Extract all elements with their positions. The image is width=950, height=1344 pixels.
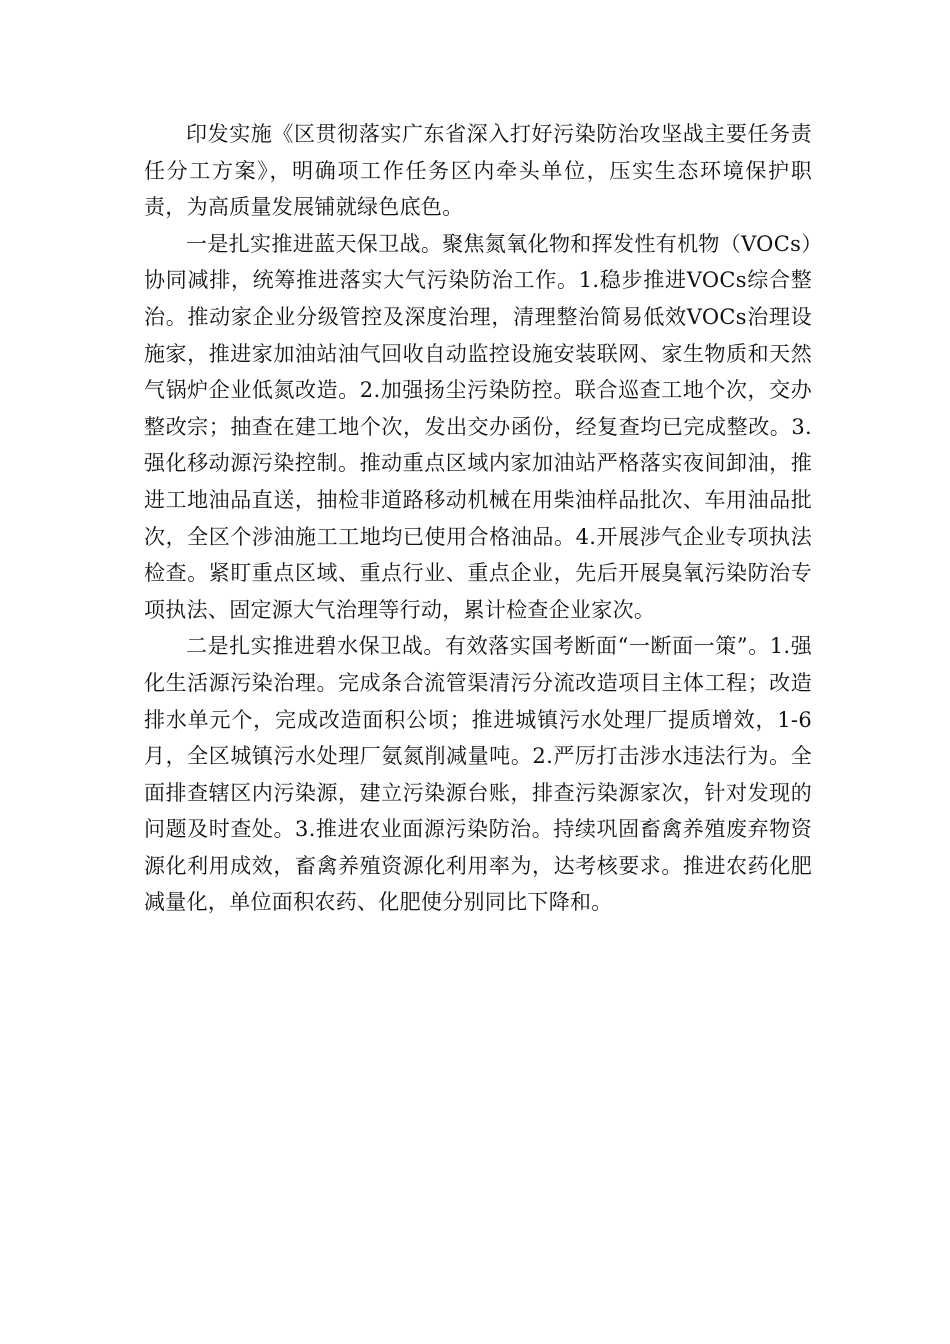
paragraph-clear-water: 二是扎实推进碧水保卫战。有效落实国考断面“一断面一策”。1.强化生活源污染治理。完成条合流管渠清污分流改造项目主体工程；改造排水单元个，完成改造面积公顷；推进城镇污水处理厂提质增效，1-6月，全区城镇污水处理厂氨氮削减量吨。2.严厉打击涉水违法行为。全面排查辖区内污染源，建立污染源台账，排查污染源家次，针对发现的问题及时查处。3.推进农业面源污染防治。持续巩固畜禽养殖废弃物资源化利用成效，畜禽养殖资源化利用率为，达考核要求。推进农药化肥减量化，单位面积农药、化肥使分别同比下降和。 — [144, 634, 812, 915]
paragraph-blue-sky: 一是扎实推进蓝天保卫战。聚焦氮氧化物和挥发性有机物（VOCs）协同减排，统筹推进落实大气污染防治工作。1.稳步推进VOCs综合整治。推动家企业分级管控及深度治理，清理整治简易低效VOCs治理设施家，推进家加油站油气回收自动监控设施安装联网、家生物质和天然气锅炉企业低氮改造。2.加强扬尘污染防控。联合巡查工地个次，交办整改宗；抽查在建工地个次，发出交办函份，经复查均已完成整改。3.强化移动源污染控制。推动重点区域内家加油站严格落实夜间卸油，推进工地油品直送，抽检非道路移动机械在用柴油样品批次、车用油品批次，全区个涉油施工工地均已使用合格油品。4.开展涉气企业专项执法检查。紧盯重点区域、重点行业、重点企业，先后开展臭氧污染防治专项执法、固定源大气治理等行动，累计检查企业家次。 — [144, 231, 812, 622]
document-body — [144, 116, 812, 921]
paragraph-intro: 印发实施《区贯彻落实广东省深入打好污染防治攻坚战主要任务责任分工方案》，明确项工作任务区内牵头单位，压实生态环境保护职责，为高质量发展铺就绿色底色。 — [144, 122, 812, 220]
